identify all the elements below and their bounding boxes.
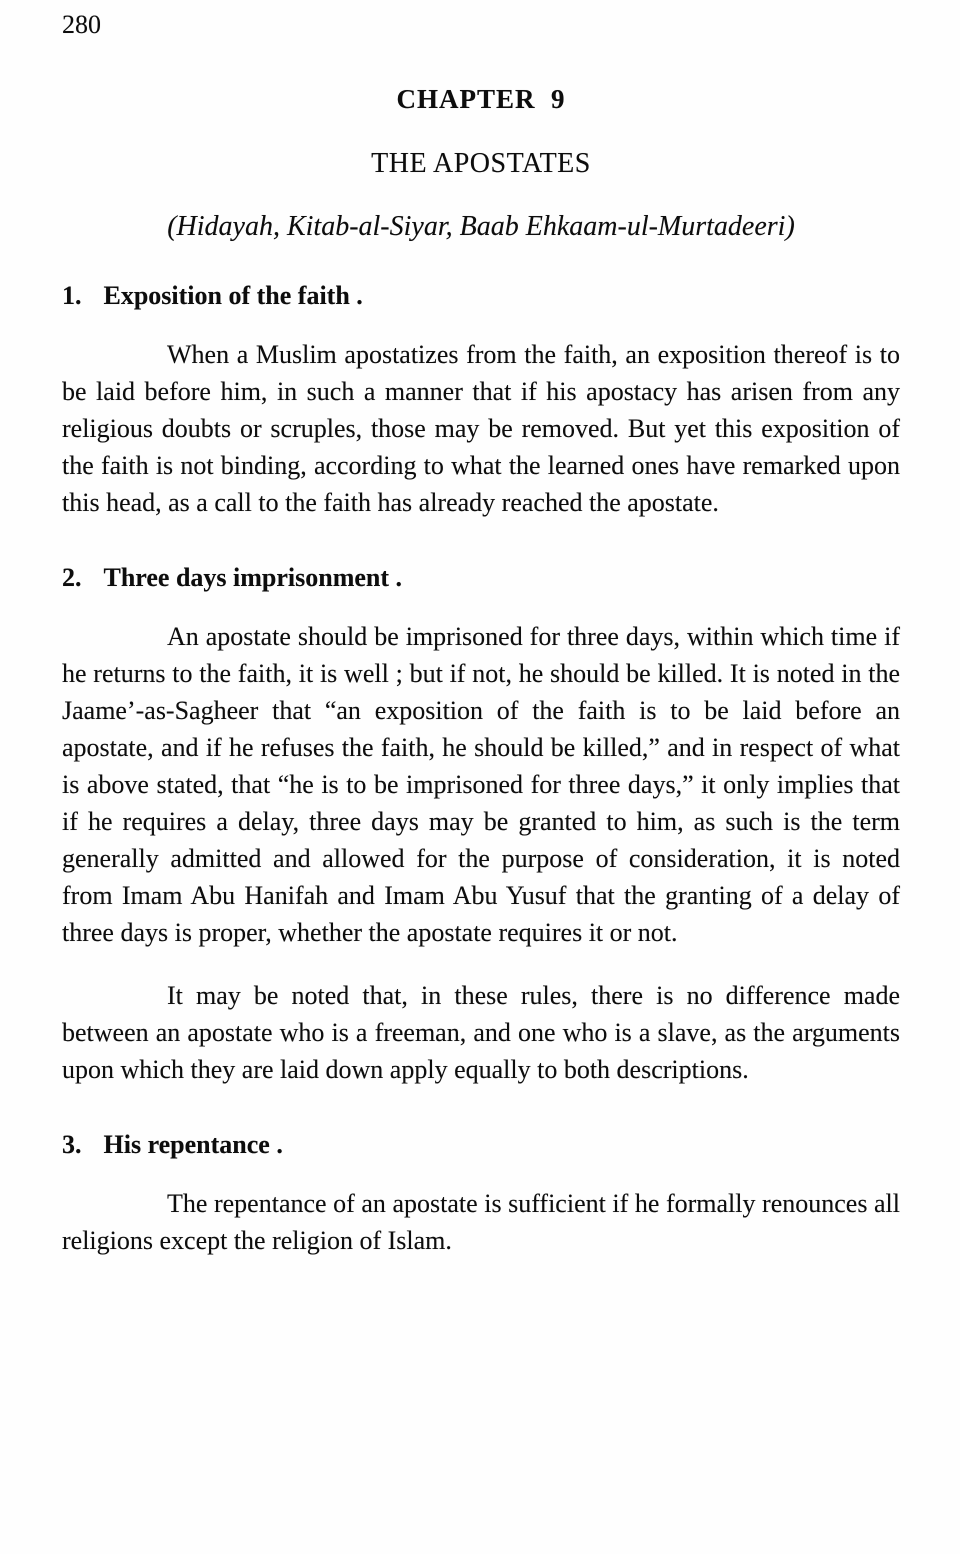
paragraph: When a Muslim apostatizes from the faith, an exposition thereof is to be laid before him, in such a manner that if his apostacy has arisen from any religious doubts or scruples, those may be removed. But yet this exposition of the faith is not binding, according to what the learned ones have remarked upon this head, as a call to the faith has already reached the apostate. — [62, 340, 900, 517]
section-number: 3. — [62, 1130, 82, 1159]
section-heading-1 — [62, 281, 900, 311]
section-heading-2 — [62, 563, 900, 593]
page-title: THE APOSTATES — [371, 148, 591, 179]
chapter-heading: CHAPTER 9 — [396, 84, 566, 114]
page-number: 280 — [62, 10, 101, 39]
section-title: Exposition of the faith . — [103, 281, 363, 310]
source-citation: (Hidayah, Kitab-al-Siyar, Baab Ehkaam-ul-Murtadeeri) — [167, 211, 795, 242]
section-title: His repentance . — [103, 1130, 283, 1159]
section-title: Three days imprisonment . — [103, 563, 403, 592]
paragraph: The repentance of an apostate is sufficient if he formally renounces all religions except the religion of Islam. — [62, 1189, 900, 1255]
section-number: 2. — [62, 563, 82, 592]
paragraph: It may be noted that, in these rules, there is no difference made between an apostate who is a freeman, and one who is a slave, as the arguments upon which they are laid down apply equally to both descriptions. — [62, 981, 900, 1084]
section-number: 1. — [62, 281, 82, 310]
section-heading-3 — [62, 1130, 900, 1160]
paragraph: An apostate should be imprisoned for three days, within which time if he returns to the faith, it is well ; but if not, he should be killed. It is noted in the Jaame’-as-Sagheer that “an exposition of the faith is to be laid before an apostate, and if he refuses the faith, he should be killed,” and in respect of what is above stated, that “he is to be imprisoned for three days,” it only implies that if he requires a delay, three days may be granted to him, as such is the term generally admitted and allowed for the purpose of consideration, it is noted from Imam Abu Hanifah and Imam Abu Yusuf that the granting of a delay of three days is proper, whether the apostate requires it or not. — [62, 622, 900, 947]
